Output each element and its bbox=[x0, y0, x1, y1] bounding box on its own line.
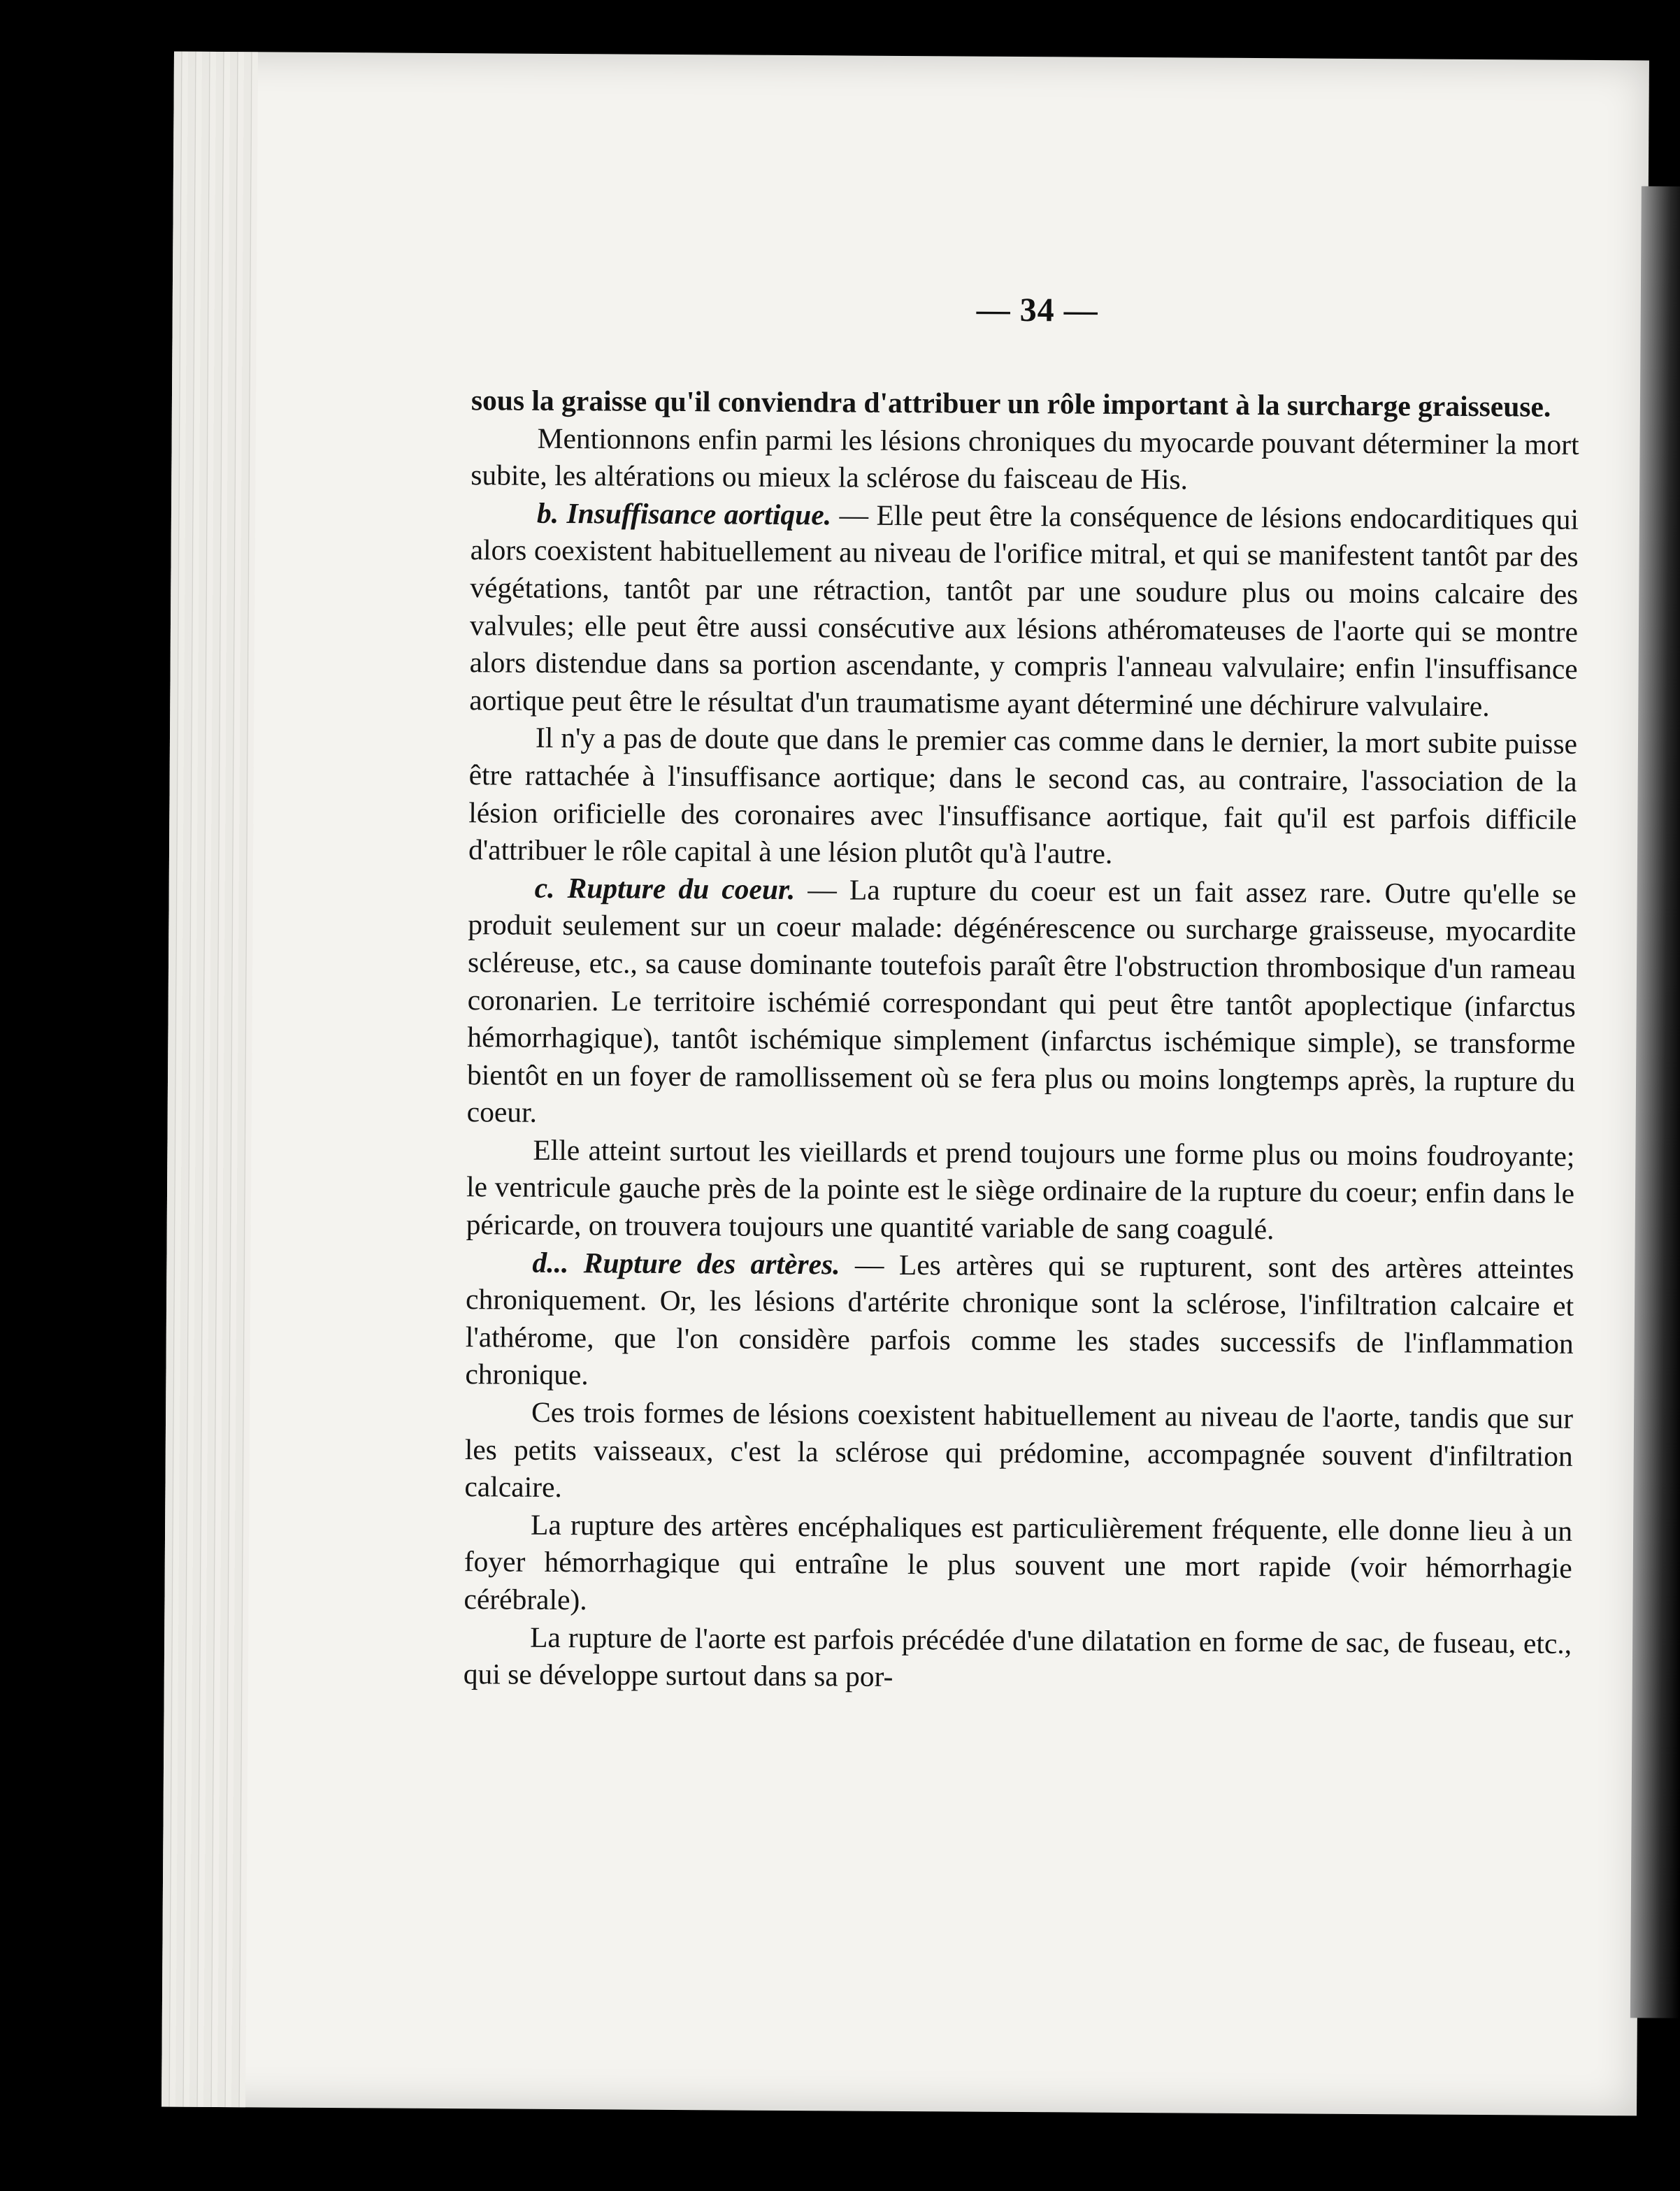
paragraph-10-text: La rupture de l'aorte est parfois précédée d'une dilatation en forme de sac, de fuseau, etc., qui se développe surtout dans sa por- bbox=[463, 1621, 1572, 1693]
paragraph-6 bbox=[466, 1131, 1575, 1250]
paragraph-6-text: Elle atteint surtout les vieillards et prend toujours une forme plus ou moins foudroyante; le ventricule gauche près de la pointe est le siège ordinaire de la rupture du coeur; enfin dans le péricarde, on trouvera toujours une quantité variable de sang coagulé. bbox=[466, 1133, 1575, 1246]
section-b-text: — Elle peut être la conséquence de lésions endocarditiques qui alors coexistent habituellement au niveau de l'orifice mitral, et qui se manifestent tantôt par des végétations, tantôt par une rétraction, tantôt par une soudure plus ou moins calcaire des valvules; elle peut être aussi consécutive aux lésions athéromateuses de l'aorte qui se montre alors distendue dans sa portion ascendante, y compris l'anneau valvulaire; enfin l'insuffisance aortique peut être le résultat d'un traumatisme ayant déterminé une déchirure valvulaire. bbox=[469, 498, 1579, 722]
book-binding bbox=[1630, 186, 1680, 2018]
section-c-heading: c. Rupture du coeur. bbox=[534, 871, 796, 905]
paragraph-8 bbox=[464, 1393, 1573, 1512]
paragraph-10 bbox=[464, 1618, 1572, 1700]
paragraph-9-text: La rupture des artères encéphaliques est particulièrement fréquente, elle donne lieu à un foyer hémorrhagique qui entraîne le plus souvent une mort rapide (voir hémorrhagie cérébrale). bbox=[464, 1508, 1573, 1616]
page-number: — 34 — bbox=[976, 291, 1098, 329]
book-page bbox=[161, 52, 1649, 2116]
paragraph-8-text: Ces trois formes de lésions coexistent habituellement au niveau de l'aorte, tandis que sur les petits vaisseaux, c'est la sclérose qui prédomine, accompagnée souvent d'infiltration calcaire. bbox=[464, 1395, 1574, 1504]
section-c-text: — La rupture du coeur est un fait assez rare. Outre qu'elle se produit seulement sur un coeur malade: dégénérescence ou surcharge graisseuse, myocardite scléreuse, etc., sa cause dominante toutefois paraît être l'obstruction thrombosique d'un rameau coronarien. Le territoire ischémié correspondant qui peut être tantôt apoplectique (infarctus hémorrhagique), tantôt ischémique simplement (infarctus ischémique simple), se transforme bientôt en un foyer de ramollissement où se fera plus ou moins longtemps après, la rupture du coeur. bbox=[466, 872, 1577, 1129]
body-text bbox=[464, 382, 1579, 1700]
paragraph-2 bbox=[471, 419, 1579, 501]
page-edges bbox=[161, 52, 258, 2108]
paragraph-9 bbox=[464, 1506, 1572, 1625]
section-c-rupture-du-coeur bbox=[467, 869, 1577, 1138]
section-b-heading: b. Insuffisance aortique. bbox=[536, 496, 832, 531]
section-d-heading: d... Rupture des artères. bbox=[532, 1246, 840, 1281]
paragraph-2-text: Mentionnons enfin parmi les lésions chroniques du myocarde pouvant déterminer la mort subite, les altérations ou mieux la sclérose du faisceau de His. bbox=[471, 422, 1579, 496]
paragraph-4-text: Il n'y a pas de doute que dans le premier cas comme dans le dernier, la mort subite puisse être rattachée à l'insuffisance aortique; dans le second cas, au contraire, l'association de la lésion orificielle des coronaires avec l'insuffisance aortique, fait qu'il est parfois difficile d'attribuer le rôle capital à une lésion plutôt qu'à l'autre. bbox=[468, 721, 1578, 870]
section-d-text: — Les artères qui se rupturent, sont des artères atteintes chroniquement. Or, les lésions d'artérite chronique sont la sclérose, l'infiltration calcaire et l'athérome, que l'on considère parfois comme les stades successifs de l'inflammation chronique. bbox=[465, 1248, 1574, 1391]
paragraph-4 bbox=[468, 719, 1577, 876]
section-d-rupture-des-arteres bbox=[465, 1244, 1574, 1400]
paragraph-1 bbox=[471, 382, 1579, 426]
section-b-insuffisance-aortique bbox=[469, 494, 1579, 726]
paragraph-1-text: sous la graisse qu'il conviendra d'attribuer un rôle important à la surcharge graisseuse. bbox=[471, 384, 1551, 423]
